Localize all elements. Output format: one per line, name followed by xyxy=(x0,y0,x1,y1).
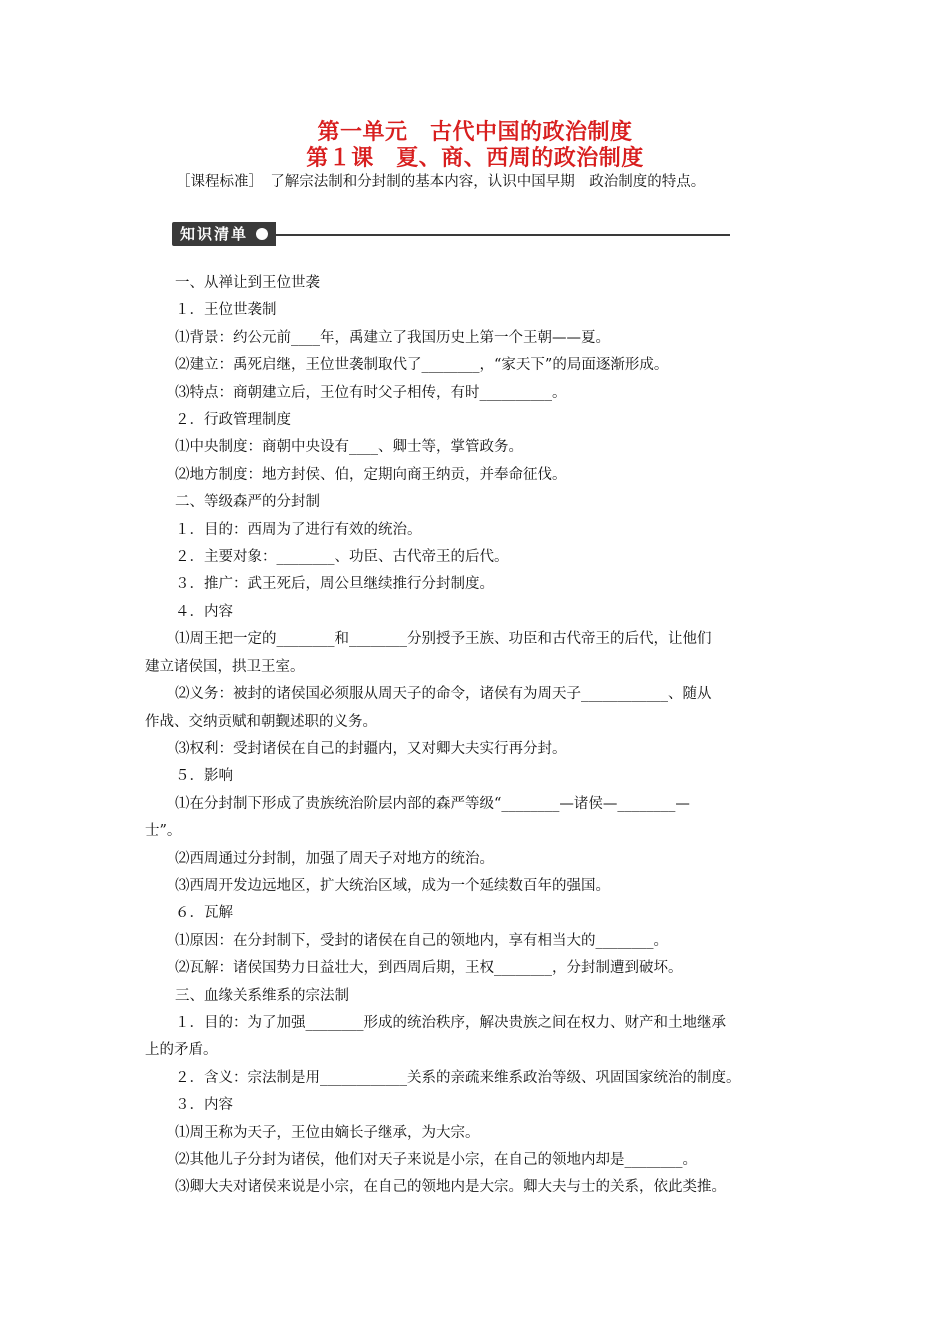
text-line: ４．内容 xyxy=(175,603,233,620)
content-body xyxy=(145,270,815,1202)
text-line: ⑶权利：受封诸侯在自己的封疆内，又对卿大夫实行再分封。 xyxy=(175,740,567,757)
text-line: 作战、交纳贡赋和朝觐述职的义务。 xyxy=(145,713,377,730)
text-line: ⑴周王称为天子，王位由嫡长子继承，为大宗。 xyxy=(175,1124,480,1141)
text-line: ２．含义：宗法制是用____________关系的亲疏来维系政治等级、巩固国家统治的制度。 xyxy=(175,1069,741,1086)
text-line: ⑴中央制度：商朝中央设有____、卿士等，掌管政务。 xyxy=(175,439,523,456)
text-line: 一、从禅让到王位世袭 xyxy=(175,275,320,291)
text-line: ３．推广：武王死后，周公旦继续推行分封制度。 xyxy=(175,576,494,593)
text-line: ６．瓦解 xyxy=(175,905,233,922)
text-line: ⑴原因：在分封制下，受封的诸侯在自己的领地内，享有相当大的________。 xyxy=(175,932,668,949)
text-line: 三、血缘关系维系的宗法制 xyxy=(175,987,349,1004)
text-line: ⑵地方制度：地方封侯、伯，定期向商王纳贡，并奉命征伐。 xyxy=(175,466,567,483)
section-banner-label: 知识清单 xyxy=(172,222,276,246)
course-standard: ［课程标准］ 了解宗法制和分封制的基本内容，认识中国早期 政治制度的特点。 xyxy=(176,174,706,190)
text-line: ⑴周王把一定的________和________分别授予王族、功臣和古代帝王的后代，让他们 xyxy=(175,631,712,648)
text-line: 士”。 xyxy=(145,823,182,840)
unit-title: 第一单元 古代中国的政治制度 xyxy=(317,120,633,145)
bullet-dot-icon xyxy=(256,228,268,240)
text-line: １．目的：西周为了进行有效的统治。 xyxy=(175,521,422,538)
text-line: ⑴背景：约公元前____年，禹建立了我国历史上第一个王朝——夏。 xyxy=(175,329,610,346)
text-line: ⑵西周通过分封制，加强了周天子对地方的统治。 xyxy=(175,850,494,867)
text-line: １．王位世袭制 xyxy=(175,302,277,319)
text-line: ５．影响 xyxy=(175,768,233,785)
text-line: ⑵义务：被封的诸侯国必须服从周天子的命令，诸侯有为周天子____________、随从 xyxy=(175,686,712,703)
banner-rule xyxy=(276,234,730,236)
text-line: 二、等级森严的分封制 xyxy=(175,494,320,511)
text-line: ⑶特点：商朝建立后，王位有时父子相传，有时__________。 xyxy=(175,384,567,401)
text-line: ２．主要对象：________、功臣、古代帝王的后代。 xyxy=(175,549,509,566)
title-block xyxy=(0,120,950,172)
text-line: ３．内容 xyxy=(175,1097,233,1114)
text-line: ⑵其他儿子分封为诸侯，他们对天子来说是小宗，在自己的领地内却是________。 xyxy=(175,1152,697,1168)
lesson-title: 第１课 夏、商、西周的政治制度 xyxy=(306,146,644,171)
text-line: ⑴在分封制下形成了贵族统治阶层内部的森严等级“________—诸侯—________— xyxy=(175,795,690,812)
text-line: ２．行政管理制度 xyxy=(175,412,291,429)
section-banner xyxy=(172,222,562,248)
text-line: ⑵建立：禹死启继，王位世袭制取代了________，“家天下”的局面逐渐形成。 xyxy=(175,357,669,374)
text-line: ⑵瓦解：诸侯国势力日益壮大，到西周后期，王权________，分封制遭到破坏。 xyxy=(175,960,683,977)
text-line: １．目的：为了加强________形成的统治秩序，解决贵族之间在权力、财产和土地继承 xyxy=(175,1014,726,1031)
text-line: ⑶西周开发边远地区，扩大统治区域，成为一个延续数百年的强国。 xyxy=(175,877,610,894)
text-line: ⑶卿大夫对诸侯来说是小宗，在自己的领地内是大宗。卿大夫与士的关系，依此类推。 xyxy=(175,1179,726,1196)
text-line: 上的矛盾。 xyxy=(145,1042,218,1059)
text-line: 建立诸侯国，拱卫王室。 xyxy=(145,658,305,675)
